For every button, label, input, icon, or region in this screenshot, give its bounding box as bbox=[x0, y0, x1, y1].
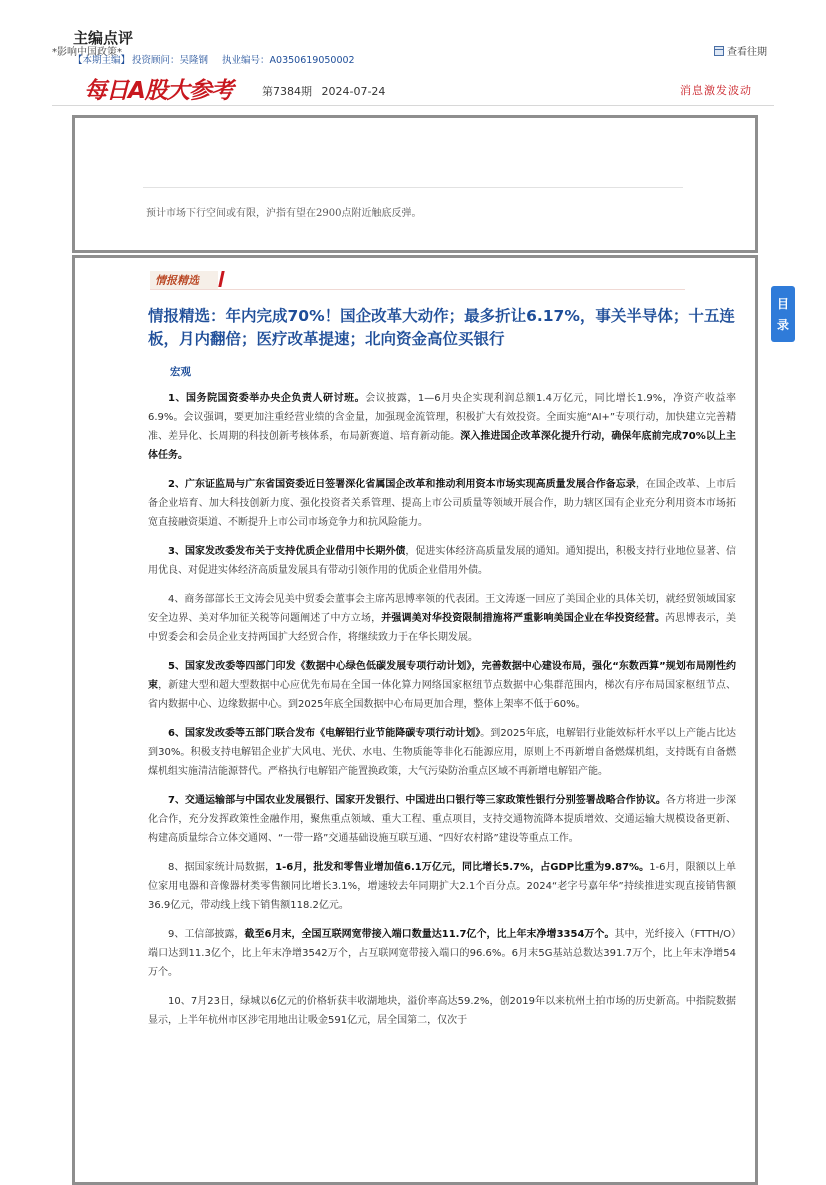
header-divider bbox=[52, 105, 774, 106]
paragraph: 1、国务院国资委举办央企负责人研讨班。会议披露，1—6月央企实现利润总额1.4万亿元，同比增长1.9%，净资产收益率6.9%。会议强调，要更加注重经营业绩的含金量，加强现金流管理，积极扩大有效投资。全面实施“AI+”专项行动，加快建立完善精准、差异化、长周期的科技创新考核体系，布局新赛道、培育新动能。深入推进国企改革深化提升行动，确保年底前完成70%以上主体任务。 bbox=[148, 393, 736, 461]
toc-label-1: 目 bbox=[776, 297, 789, 311]
brand-logo: 每日A股大参考 bbox=[84, 78, 233, 104]
editor-license: 执业编号：A0350619050002 bbox=[222, 55, 355, 66]
editor-divider bbox=[143, 187, 683, 188]
paragraph: 10、7月23日，绿城以6亿元的价格斩获丰收湖地块，溢价率高达59.2%，创2019年以来杭州土拍市场的历史新高。中指院数据显示，上半年杭州市区涉宅用地出让吸金591亿元，居全国第二，仅次于 bbox=[148, 996, 736, 1026]
top-slogan: *影响中国政策* bbox=[52, 47, 122, 58]
toc-button[interactable] bbox=[771, 286, 795, 342]
editor-role: 【本期主编】 bbox=[73, 55, 131, 66]
editor-comment-text: 预计市场下行空间或有限，沪指有望在2900点附近触底反弹。 bbox=[146, 208, 422, 219]
editor-comment-panel bbox=[72, 115, 758, 253]
editor-advisor: 投资顾问：吴隆钢 bbox=[132, 55, 209, 66]
issue-info bbox=[262, 83, 391, 99]
paragraph: 6、国家发改委等五部门联合发布《电解铝行业节能降碳专项行动计划》。到2025年底，电解铝行业能效标杆水平以上产能占比达到30%。积极支持电解铝企业扩大风电、光伏、水电、生物质能等非化石能源应用，原则上不再新增自备燃煤机组，支持既有自备燃煤机组实施清洁能源替代。严格执行电解铝产能置换政策，大气污染防治重点区域不再新增电解铝产能。 bbox=[148, 728, 736, 777]
toc-label-2: 录 bbox=[776, 318, 789, 332]
paragraph: 3、国家发改委发布关于支持优质企业借用中长期外债，促进实体经济高质量发展的通知。通知提出，积极支持行业地位显著、信用优良、对促进实体经济高质量发展具有带动引领作用的优质企业借用外债。 bbox=[148, 546, 736, 576]
history-label: 查看往期 bbox=[727, 47, 767, 58]
editor-title: 主编点评 bbox=[73, 29, 134, 47]
paragraph: 2、广东证监局与广东省国资委近日签署深化省属国企改革和推动利用资本市场实现高质量发展合作备忘录，在国企改革、上市后备企业培育、加大科技创新力度、强化投资者关系管理、提高上市公司质量等领域开展合作，助力辖区国有企业充分利用资本市场拓宽直接融资渠道、不断提升上市公司市场竞争力和抗风险能力。 bbox=[148, 479, 736, 528]
section-divider bbox=[150, 289, 685, 290]
paragraph: 5、国家发改委等四部门印发《数据中心绿色低碳发展专项行动计划》，完善数据中心建设布局，强化“东数西算”规划布局刚性约束，新建大型和超大型数据中心应优先布局在全国一体化算力网络国家枢纽节点数据中心集群范围内，梯次有序布局国家枢纽节点、省内数据中心、边缘数据中心。到2025年底全国数据中心布局更加合理，整体上架率不低于60%。 bbox=[148, 661, 736, 710]
section-tag-mark bbox=[218, 271, 224, 287]
paragraph: 7、交通运输部与中国农业发展银行、国家开发银行、中国进出口银行等三家政策性银行分别签署战略合作协议。各方将进一步深化合作，充分发挥政策性金融作用，聚焦重点领域、重大工程、重点项目，支持交通物流降本提质增效、交通运输大规模设备更新、构建高质量综合立体交通网、“一带一路”交通基础设施互联互通、“四好农村路”建设等重点工作。 bbox=[148, 795, 737, 844]
intel-panel bbox=[72, 255, 758, 1185]
history-link[interactable] bbox=[714, 43, 767, 58]
calendar-icon bbox=[714, 46, 724, 56]
paragraph: 4、商务部部长王文涛会见美中贸委会董事会主席芮思博率领的代表团。王文涛逐一回应了美国企业的具体关切，就经贸领域国家安全边界、美对华加征关税等问题阐述了中方立场，并强调美对华投资限制措施将严重影响美国企业在华投资经营。芮思博表示，美中贸委会和会员企业支持两国扩大经贸合作，将继续致力于在华长期发展。 bbox=[148, 594, 737, 643]
section-tag-label: 情报精选 bbox=[155, 274, 199, 287]
issue-number: 第7384期 bbox=[262, 85, 312, 98]
tagline: 消息激发波动 bbox=[680, 84, 752, 97]
subsection-title: 宏观 bbox=[170, 366, 191, 378]
headline: 情报精选：年内完成70%！国企改革大动作；最多折让6.17%，事关半导体；十五连板，月内翻倍；医疗改革提速；北向资金高位买银行 bbox=[148, 307, 735, 348]
paragraph: 8、据国家统计局数据，1-6月，批发和零售业增加值6.1万亿元，同比增长5.7%，占GDP比重为9.87%。1-6月，限额以上单位家用电器和音像器材类零售额同比增长3.1%，增速较去年同期扩大2.1个百分点。2024“老字号嘉年华”持续推进实现直接销售额36.9亿元，带动线上线下销售额118.2亿元。 bbox=[148, 862, 736, 911]
section-tag bbox=[150, 271, 218, 289]
issue-date: 2024-07-24 bbox=[321, 85, 386, 98]
paragraph: 9、工信部披露，截至6月末，全国互联网宽带接入端口数量达11.7亿个，比上年末净增3354万个。其中，光纤接入（FTTH/O）端口达到11.3亿个，比上年末净增3542万个，占互联网宽带接入端口的96.6%。6月末5G基站总数达391.7万个，比上年末净增54万个。 bbox=[148, 929, 736, 978]
editor-meta bbox=[73, 52, 369, 66]
article-body bbox=[148, 389, 736, 1040]
